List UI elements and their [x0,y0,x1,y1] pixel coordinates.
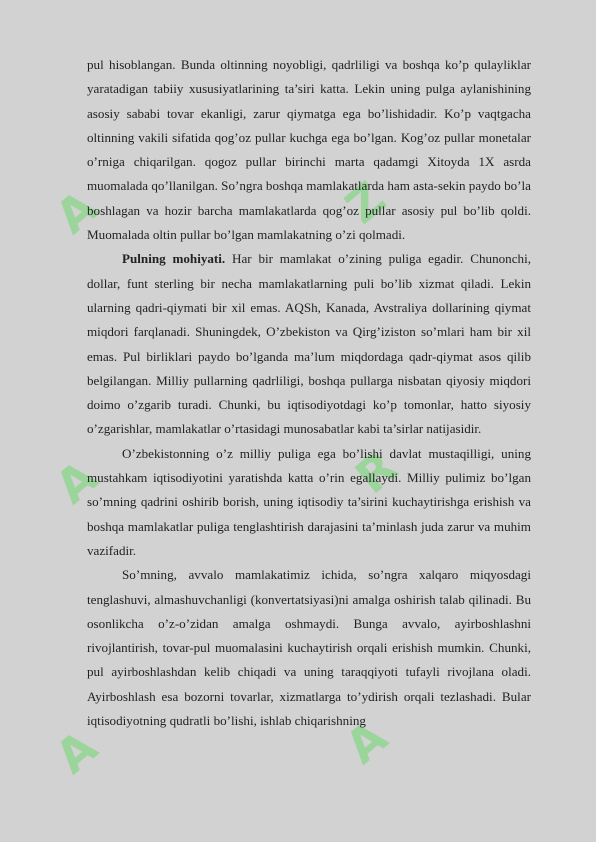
paragraph-2 [87,247,531,441]
paragraph-4 [87,563,531,733]
paragraph-text: pul hisoblangan. Bunda oltinning noyobligi, qadrliligi va boshqa ko’p qulayliklar yaratadigan tabiiy xususiyatlarining ta’siri katta. Lekin uning pulga aylanishining asosiy sababi tovar ekanligi, zarur qiymatga ega bo’lishidadir. Ko’p vaqtgacha oltinning vakili sifatida qog’oz pullar kuchga ega bo’lgan. Kog’oz pullar monetalar o’rniga chiqarilgan. qogoz pullar birinchi marta qadamgi Xitoyda 1X asrda muomalada qo’llanilgan. So’ngra boshqa mamlakatlarda ham asta-sekin paydo bo’la boshlagan va hozir barcha mamlakatlarda qog’oz pullar asosiy pul bo’lib qoldi. Muomalada oltin pullar bo’lgan mamlakatning o’zi qolmadi. [87,57,531,243]
watermark: A [45,719,108,784]
watermark: A [335,709,398,774]
paragraph-text: So’mning, avvalo mamlakatimiz ichida, so’ngra xalqaro miqyosdagi tenglashuvi, almashuvchanligi (konvertatsiyasi)ni amalga oshirish talab qilinadi. Bu osonlikcha o’z-o’zidan amalga oshmaydi. Bunga avvalo, ayirboshlashni rivojlantirish, tovar-pul muomalasini kuchaytirish orqali erishish mumkin. Chunki, pul ayirboshlashdan kelib chiqadi va uning taraqqiyoti tufayli rivojlana oladi. Ayirboshlash esa bozorni tovarlar, xizmatlarga to’ydirish orqali tezlashadi. Bular iqtisodiyotning qudratli bo’lishi, ishlab chiqarishning [87,567,531,729]
watermark: A [45,449,108,514]
paragraph-1 [87,53,531,247]
watermark: R [345,439,408,504]
watermark: A [45,179,108,244]
paragraph-text: O’zbekistonning o’z milliy puliga ega bo’lishi davlat mustaqilligi, uning mustahkam iqtisodiyotini yaratishda katta o’rin egallaydi. Milliy pulimiz bo’lgan so’mning qadrini oshirib borish, uning iqtisodiy ta’sirini kuchaytirishga erishish va boshqa mamlakatlar puliga tenglashtirish darajasini ta’minlash juda zarur va muhim vazifadir. [87,445,531,558]
document-body [87,53,531,733]
paragraph-3 [87,442,531,563]
watermark: Z [335,171,396,234]
paragraph-text: Har bir mamlakat o’zining puliga egadir. Chunonchi, dollar, funt sterling bir necha mamlakatlarning puli bo’lib xizmat qiladi. Lekin ularning qadri-qiymati bir xil emas. AQSh, Kanada, Avstraliya dollarining qiymat miqdori farqlanadi. Shuningdek, O’zbekiston va Qirg’iziston so’mlari ham bir xil emas. Pul birliklari paydo bo’lganda ma’lum miqdordaga qadr-qiymat asos qilib belgilangan. Milliy pullarning qadrliligi, boshqa pullarga nisbatan qiyosiy miqdori doimo o’zgarib turadi. Chunki, bu iqtisodiyotdagi ko’p tomonlar, hatto siyosiy o’zgarishlar, mamlakatlar o’rtasidagi munosabatlar kabi ta’sirlar natijasidir. [87,251,531,437]
section-heading: Pulning mohiyati. [122,251,226,267]
